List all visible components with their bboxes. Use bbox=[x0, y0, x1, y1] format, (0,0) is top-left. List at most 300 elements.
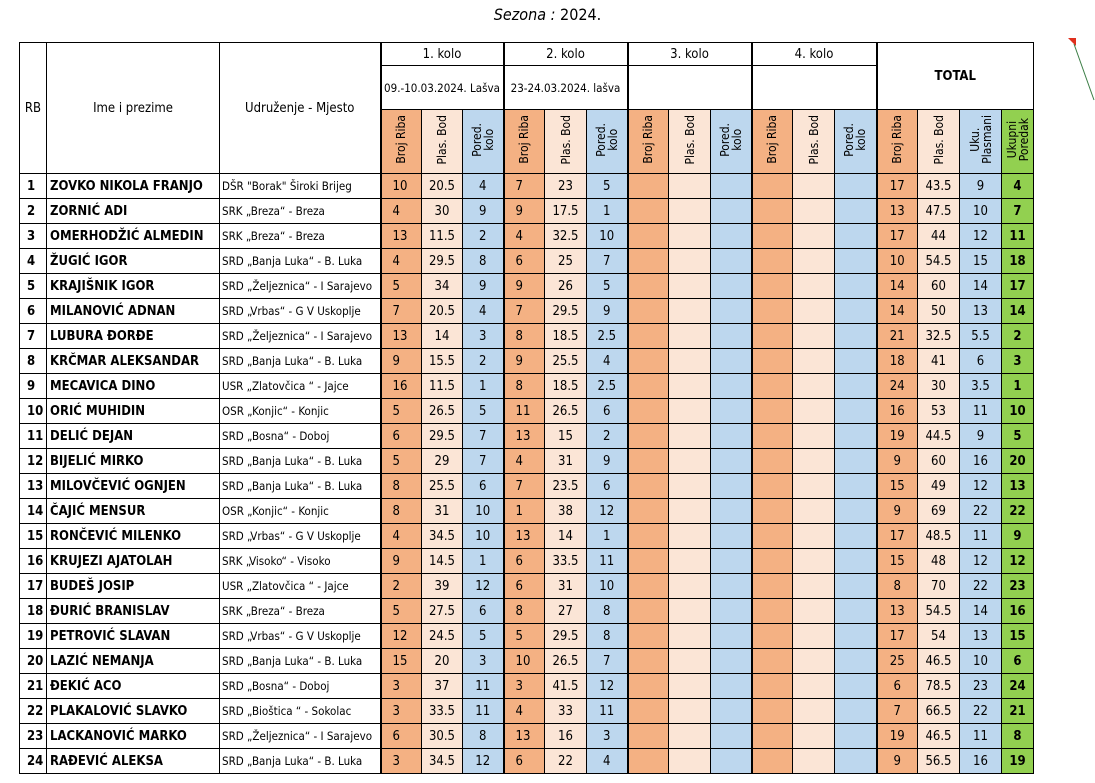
final-rank: 15 bbox=[1002, 624, 1034, 649]
round-1-rank: 3 bbox=[463, 649, 504, 674]
round-2-fish-count: 8 bbox=[504, 324, 545, 349]
round-1-fish-count: 10 bbox=[381, 174, 422, 199]
final-rank: 24 bbox=[1002, 674, 1034, 699]
round-4-col-3-header bbox=[835, 110, 877, 174]
round-2-rank: 9 bbox=[587, 449, 628, 474]
round-1-fish-count: 12 bbox=[381, 624, 422, 649]
total-points: 69 bbox=[918, 499, 960, 524]
round-4-rank bbox=[835, 474, 877, 499]
round-4-fish-count bbox=[752, 699, 793, 724]
round-3-points bbox=[669, 674, 711, 699]
table-row bbox=[20, 399, 1034, 424]
round-3-rank bbox=[711, 299, 752, 324]
round-2-points: 27 bbox=[545, 599, 587, 624]
round-3-rank bbox=[711, 324, 752, 349]
row-number: 12 bbox=[20, 449, 47, 474]
table-row bbox=[20, 574, 1034, 599]
total-fish-count: 7 bbox=[877, 699, 918, 724]
total-fish-count: 9 bbox=[877, 499, 918, 524]
round-3-points bbox=[669, 524, 711, 549]
header-rb: RB bbox=[20, 43, 47, 174]
total-fish-count: 9 bbox=[877, 449, 918, 474]
round-1-points: 33.5 bbox=[422, 699, 463, 724]
total-points: 60 bbox=[918, 274, 960, 299]
competitor-name: RONČEVIĆ MILENKO bbox=[47, 524, 220, 549]
round-4-fish-count bbox=[752, 174, 793, 199]
club-location: DŠR "Borak" Široki Brijeg bbox=[220, 174, 381, 199]
total-fish-count: 13 bbox=[877, 599, 918, 624]
total-points: 48.5 bbox=[918, 524, 960, 549]
round-1-rank: 5 bbox=[463, 399, 504, 424]
table-row bbox=[20, 299, 1034, 324]
round-2-fish-count: 7 bbox=[504, 299, 545, 324]
round-4-rank bbox=[835, 249, 877, 274]
round-3-points bbox=[669, 299, 711, 324]
round-3-points bbox=[669, 499, 711, 524]
round-2-fish-count: 7 bbox=[504, 174, 545, 199]
total-fish-count: 19 bbox=[877, 424, 918, 449]
final-rank: 5 bbox=[1002, 424, 1034, 449]
total-fish-count: 14 bbox=[877, 274, 918, 299]
total-placements: 13 bbox=[960, 299, 1002, 324]
round-2-rank: 5 bbox=[587, 174, 628, 199]
round-2-points: 38 bbox=[545, 499, 587, 524]
round-1-points: 24.5 bbox=[422, 624, 463, 649]
round-3-fish-count bbox=[628, 499, 669, 524]
round-3-points bbox=[669, 374, 711, 399]
round-3-fish-count bbox=[628, 749, 669, 774]
round-2-points: 23.5 bbox=[545, 474, 587, 499]
round-3-points bbox=[669, 599, 711, 624]
total-col-3-header bbox=[960, 110, 1002, 174]
round-4-rank bbox=[835, 699, 877, 724]
round-2-points: 41.5 bbox=[545, 674, 587, 699]
header-round-1-date: 09.-10.03.2024. Lašva bbox=[381, 66, 504, 110]
round-2-points: 25.5 bbox=[545, 349, 587, 374]
round-1-points: 20 bbox=[422, 649, 463, 674]
round-3-fish-count bbox=[628, 649, 669, 674]
round-1-rank: 2 bbox=[463, 349, 504, 374]
table-row bbox=[20, 624, 1034, 649]
round-4-fish-count bbox=[752, 274, 793, 299]
round-2-rank: 1 bbox=[587, 524, 628, 549]
total-fish-count: 24 bbox=[877, 374, 918, 399]
round-4-fish-count bbox=[752, 724, 793, 749]
round-1-fish-count: 15 bbox=[381, 649, 422, 674]
total-placements: 14 bbox=[960, 274, 1002, 299]
round-3-rank bbox=[711, 249, 752, 274]
round-3-rank bbox=[711, 374, 752, 399]
table-row bbox=[20, 599, 1034, 624]
round-3-fish-count bbox=[628, 599, 669, 624]
round-4-fish-count bbox=[752, 649, 793, 674]
table-row bbox=[20, 699, 1034, 724]
row-number: 23 bbox=[20, 724, 47, 749]
season-title bbox=[0, 5, 1095, 24]
round-1-fish-count: 2 bbox=[381, 574, 422, 599]
table-row bbox=[20, 749, 1034, 774]
total-fish-count: 8 bbox=[877, 574, 918, 599]
round-2-points: 33.5 bbox=[545, 549, 587, 574]
round-4-fish-count bbox=[752, 624, 793, 649]
round-2-fish-count: 1 bbox=[504, 499, 545, 524]
table-body bbox=[20, 174, 1034, 774]
club-location: SRD „Željeznica“ - I Sarajevo bbox=[220, 274, 381, 299]
round-4-points bbox=[793, 674, 835, 699]
round-1-points: 14.5 bbox=[422, 549, 463, 574]
round-4-rank bbox=[835, 524, 877, 549]
round-1-rank: 11 bbox=[463, 699, 504, 724]
total-fish-count: 9 bbox=[877, 749, 918, 774]
total-points: 78.5 bbox=[918, 674, 960, 699]
round-3-rank bbox=[711, 724, 752, 749]
round-2-rank: 8 bbox=[587, 599, 628, 624]
round-3-fish-count bbox=[628, 524, 669, 549]
round-4-points bbox=[793, 649, 835, 674]
competitor-name: LAZIĆ NEMANJA bbox=[47, 649, 220, 674]
header-round-4-date bbox=[752, 66, 877, 110]
club-location: USR „Zlatovčica “ - Jajce bbox=[220, 574, 381, 599]
total-fish-count: 14 bbox=[877, 299, 918, 324]
round-1-fish-count: 13 bbox=[381, 324, 422, 349]
round-1-fish-count: 6 bbox=[381, 724, 422, 749]
total-points: 56.5 bbox=[918, 749, 960, 774]
final-rank: 12 bbox=[1002, 549, 1034, 574]
round-2-fish-count: 4 bbox=[504, 224, 545, 249]
total-fish-count: 6 bbox=[877, 674, 918, 699]
round-1-fish-count: 8 bbox=[381, 474, 422, 499]
total-points: 46.5 bbox=[918, 649, 960, 674]
total-fish-count: 17 bbox=[877, 624, 918, 649]
round-1-fish-count: 4 bbox=[381, 199, 422, 224]
club-location: SRD „Banja Luka“ - B. Luka bbox=[220, 349, 381, 374]
club-location: SRD „Bioštica “ - Sokolac bbox=[220, 699, 381, 724]
round-2-points: 17.5 bbox=[545, 199, 587, 224]
round-col-label: Plas. Bod bbox=[558, 114, 573, 165]
round-1-fish-count: 3 bbox=[381, 699, 422, 724]
round-3-rank bbox=[711, 224, 752, 249]
round-col-label: Broj Riba bbox=[641, 115, 656, 164]
total-points: 53 bbox=[918, 399, 960, 424]
competitor-name: ČAJIĆ MENSUR bbox=[47, 499, 220, 524]
round-4-rank bbox=[835, 399, 877, 424]
competitor-name: BIJELIĆ MIRKO bbox=[47, 449, 220, 474]
round-2-fish-count: 8 bbox=[504, 374, 545, 399]
final-rank: 2 bbox=[1002, 324, 1034, 349]
round-3-points bbox=[669, 699, 711, 724]
total-col-label: Plas. Bod bbox=[931, 114, 946, 165]
round-2-points: 18.5 bbox=[545, 324, 587, 349]
round-3-rank bbox=[711, 624, 752, 649]
round-4-points bbox=[793, 424, 835, 449]
round-3-rank bbox=[711, 649, 752, 674]
round-4-points bbox=[793, 274, 835, 299]
round-2-fish-count: 6 bbox=[504, 574, 545, 599]
round-4-points bbox=[793, 724, 835, 749]
round-3-fish-count bbox=[628, 424, 669, 449]
round-2-col-2-header bbox=[545, 110, 587, 174]
round-3-fish-count bbox=[628, 324, 669, 349]
round-1-rank: 8 bbox=[463, 724, 504, 749]
total-placements: 13 bbox=[960, 624, 1002, 649]
round-3-points bbox=[669, 574, 711, 599]
round-2-points: 23 bbox=[545, 174, 587, 199]
round-4-fish-count bbox=[752, 349, 793, 374]
round-3-fish-count bbox=[628, 399, 669, 424]
round-4-points bbox=[793, 399, 835, 424]
round-3-col-2-header bbox=[669, 110, 711, 174]
total-fish-count: 25 bbox=[877, 649, 918, 674]
season-year: 2024. bbox=[560, 5, 602, 24]
competitor-name: DELIĆ DEJAN bbox=[47, 424, 220, 449]
final-rank: 6 bbox=[1002, 649, 1034, 674]
round-4-fish-count bbox=[752, 749, 793, 774]
competitor-name: ZOVKO NIKOLA FRANJO bbox=[47, 174, 220, 199]
round-1-rank: 9 bbox=[463, 274, 504, 299]
round-4-fish-count bbox=[752, 374, 793, 399]
round-1-rank: 4 bbox=[463, 299, 504, 324]
competitor-name: PLAKALOVIĆ SLAVKO bbox=[47, 699, 220, 724]
row-number: 2 bbox=[20, 199, 47, 224]
round-4-rank bbox=[835, 624, 877, 649]
competitor-name: LUBURA ĐORĐE bbox=[47, 324, 220, 349]
table-row bbox=[20, 374, 1034, 399]
round-3-rank bbox=[711, 499, 752, 524]
row-number: 18 bbox=[20, 599, 47, 624]
round-4-fish-count bbox=[752, 324, 793, 349]
total-placements: 22 bbox=[960, 699, 1002, 724]
round-1-col-2-header bbox=[422, 110, 463, 174]
round-3-fish-count bbox=[628, 274, 669, 299]
round-2-fish-count: 13 bbox=[504, 724, 545, 749]
round-3-fish-count bbox=[628, 249, 669, 274]
table-row bbox=[20, 724, 1034, 749]
round-3-col-3-header bbox=[711, 110, 752, 174]
round-2-rank: 10 bbox=[587, 224, 628, 249]
round-2-points: 22 bbox=[545, 749, 587, 774]
round-2-fish-count: 8 bbox=[504, 599, 545, 624]
round-4-rank bbox=[835, 224, 877, 249]
round-4-points bbox=[793, 374, 835, 399]
round-1-points: 20.5 bbox=[422, 299, 463, 324]
round-3-rank bbox=[711, 424, 752, 449]
round-col-label: Plas. Bod bbox=[682, 114, 697, 165]
final-rank: 11 bbox=[1002, 224, 1034, 249]
round-1-points: 39 bbox=[422, 574, 463, 599]
total-col-label: Broj Riba bbox=[890, 115, 905, 164]
round-4-rank bbox=[835, 649, 877, 674]
total-points: 50 bbox=[918, 299, 960, 324]
round-4-fish-count bbox=[752, 199, 793, 224]
total-fish-count: 17 bbox=[877, 524, 918, 549]
round-3-fish-count bbox=[628, 224, 669, 249]
competitor-name: KRČMAR ALEKSANDAR bbox=[47, 349, 220, 374]
club-location: SRK „Visoko“ - Visoko bbox=[220, 549, 381, 574]
round-4-points bbox=[793, 499, 835, 524]
total-points: 49 bbox=[918, 474, 960, 499]
row-number: 5 bbox=[20, 274, 47, 299]
round-4-rank bbox=[835, 324, 877, 349]
round-3-rank bbox=[711, 699, 752, 724]
header-round-2: 2. kolo bbox=[504, 43, 628, 66]
club-location: SRD „Bosna“ - Doboj bbox=[220, 424, 381, 449]
total-placements: 22 bbox=[960, 574, 1002, 599]
round-4-rank bbox=[835, 199, 877, 224]
round-2-rank: 5 bbox=[587, 274, 628, 299]
round-2-rank: 12 bbox=[587, 674, 628, 699]
final-rank: 1 bbox=[1002, 374, 1034, 399]
round-1-points: 11.5 bbox=[422, 224, 463, 249]
round-1-col-3-header bbox=[463, 110, 504, 174]
club-location: SRK „Breza“ - Breza bbox=[220, 599, 381, 624]
total-points: 66.5 bbox=[918, 699, 960, 724]
total-placements: 9 bbox=[960, 174, 1002, 199]
round-1-fish-count: 5 bbox=[381, 599, 422, 624]
round-3-rank bbox=[711, 474, 752, 499]
club-location: SRD „Banja Luka“ - B. Luka bbox=[220, 249, 381, 274]
header-round-3: 3. kolo bbox=[628, 43, 752, 66]
total-placements: 11 bbox=[960, 724, 1002, 749]
total-points: 30 bbox=[918, 374, 960, 399]
total-points: 48 bbox=[918, 549, 960, 574]
round-3-points bbox=[669, 424, 711, 449]
round-2-points: 14 bbox=[545, 524, 587, 549]
competitor-name: ŽUGIĆ IGOR bbox=[47, 249, 220, 274]
round-1-points: 20.5 bbox=[422, 174, 463, 199]
round-col-label: Pored. kolo bbox=[469, 122, 496, 157]
club-location: SRD „Bosna“ - Doboj bbox=[220, 674, 381, 699]
total-points: 54.5 bbox=[918, 249, 960, 274]
round-2-fish-count: 13 bbox=[504, 524, 545, 549]
table-row bbox=[20, 274, 1034, 299]
round-1-fish-count: 3 bbox=[381, 674, 422, 699]
total-placements: 6 bbox=[960, 349, 1002, 374]
round-2-fish-count: 3 bbox=[504, 674, 545, 699]
round-1-points: 30.5 bbox=[422, 724, 463, 749]
round-2-fish-count: 4 bbox=[504, 699, 545, 724]
round-2-rank: 10 bbox=[587, 574, 628, 599]
round-2-fish-count: 11 bbox=[504, 399, 545, 424]
final-rank: 21 bbox=[1002, 699, 1034, 724]
total-placements: 16 bbox=[960, 749, 1002, 774]
round-2-fish-count: 7 bbox=[504, 474, 545, 499]
table-row bbox=[20, 199, 1034, 224]
round-2-rank: 9 bbox=[587, 299, 628, 324]
round-1-rank: 6 bbox=[463, 474, 504, 499]
round-1-fish-count: 4 bbox=[381, 524, 422, 549]
total-fish-count: 10 bbox=[877, 249, 918, 274]
row-number: 14 bbox=[20, 499, 47, 524]
competitor-name: ĐEKIĆ ACO bbox=[47, 674, 220, 699]
round-1-rank: 2 bbox=[463, 224, 504, 249]
round-1-fish-count: 13 bbox=[381, 224, 422, 249]
row-number: 7 bbox=[20, 324, 47, 349]
round-2-fish-count: 10 bbox=[504, 649, 545, 674]
club-location: SRD „Vrbas“ - G V Uskoplje bbox=[220, 624, 381, 649]
round-2-points: 26.5 bbox=[545, 399, 587, 424]
round-4-rank bbox=[835, 499, 877, 524]
club-location: SRD „Vrbas“ - G V Uskoplje bbox=[220, 299, 381, 324]
table-row bbox=[20, 424, 1034, 449]
total-points: 70 bbox=[918, 574, 960, 599]
total-placements: 10 bbox=[960, 649, 1002, 674]
table-row bbox=[20, 249, 1034, 274]
round-4-points bbox=[793, 174, 835, 199]
header-round-2-date: 23-24.03.2024. lašva bbox=[504, 66, 628, 110]
comment-connector-line bbox=[1070, 42, 1095, 102]
round-4-rank bbox=[835, 749, 877, 774]
competitor-name: ĐURIĆ BRANISLAV bbox=[47, 599, 220, 624]
final-rank: 8 bbox=[1002, 724, 1034, 749]
round-col-label: Pored. kolo bbox=[593, 122, 620, 157]
round-3-points bbox=[669, 274, 711, 299]
round-2-rank: 8 bbox=[587, 624, 628, 649]
row-number: 24 bbox=[20, 749, 47, 774]
competitor-name: MECAVICA DINO bbox=[47, 374, 220, 399]
round-1-points: 34.5 bbox=[422, 749, 463, 774]
round-2-fish-count: 5 bbox=[504, 624, 545, 649]
club-location: SRK „Breza“ - Breza bbox=[220, 199, 381, 224]
round-1-rank: 1 bbox=[463, 374, 504, 399]
total-fish-count: 17 bbox=[877, 174, 918, 199]
competitor-name: KRUJEZI AJATOLAH bbox=[47, 549, 220, 574]
round-4-points bbox=[793, 249, 835, 274]
round-4-rank bbox=[835, 449, 877, 474]
total-fish-count: 16 bbox=[877, 399, 918, 424]
round-col-label: Pored. kolo bbox=[717, 122, 744, 157]
round-3-points bbox=[669, 324, 711, 349]
round-2-col-3-header bbox=[587, 110, 628, 174]
round-3-fish-count bbox=[628, 174, 669, 199]
round-col-label: Plas. Bod bbox=[806, 114, 821, 165]
total-placements: 16 bbox=[960, 449, 1002, 474]
round-1-rank: 12 bbox=[463, 749, 504, 774]
total-placements: 12 bbox=[960, 549, 1002, 574]
round-2-rank: 2.5 bbox=[587, 374, 628, 399]
round-1-points: 29 bbox=[422, 449, 463, 474]
round-3-points bbox=[669, 549, 711, 574]
total-points: 43.5 bbox=[918, 174, 960, 199]
round-3-rank bbox=[711, 749, 752, 774]
round-2-points: 25 bbox=[545, 249, 587, 274]
round-4-rank bbox=[835, 174, 877, 199]
round-1-rank: 11 bbox=[463, 674, 504, 699]
round-4-fish-count bbox=[752, 524, 793, 549]
round-3-points bbox=[669, 649, 711, 674]
total-points: 44 bbox=[918, 224, 960, 249]
round-4-col-1-header bbox=[752, 110, 793, 174]
round-4-fish-count bbox=[752, 399, 793, 424]
round-3-rank bbox=[711, 449, 752, 474]
competitor-name: MILANOVIĆ ADNAN bbox=[47, 299, 220, 324]
round-4-points bbox=[793, 349, 835, 374]
round-1-fish-count: 9 bbox=[381, 349, 422, 374]
round-3-points bbox=[669, 724, 711, 749]
table-row bbox=[20, 174, 1034, 199]
round-3-fish-count bbox=[628, 549, 669, 574]
round-2-rank: 6 bbox=[587, 399, 628, 424]
round-3-points bbox=[669, 249, 711, 274]
round-3-fish-count bbox=[628, 449, 669, 474]
round-3-points bbox=[669, 474, 711, 499]
competitor-name: MILOVČEVIĆ OGNJEN bbox=[47, 474, 220, 499]
header-round-1: 1. kolo bbox=[381, 43, 504, 66]
round-1-points: 31 bbox=[422, 499, 463, 524]
round-4-fish-count bbox=[752, 424, 793, 449]
round-3-points bbox=[669, 399, 711, 424]
round-4-rank bbox=[835, 424, 877, 449]
table-row bbox=[20, 549, 1034, 574]
